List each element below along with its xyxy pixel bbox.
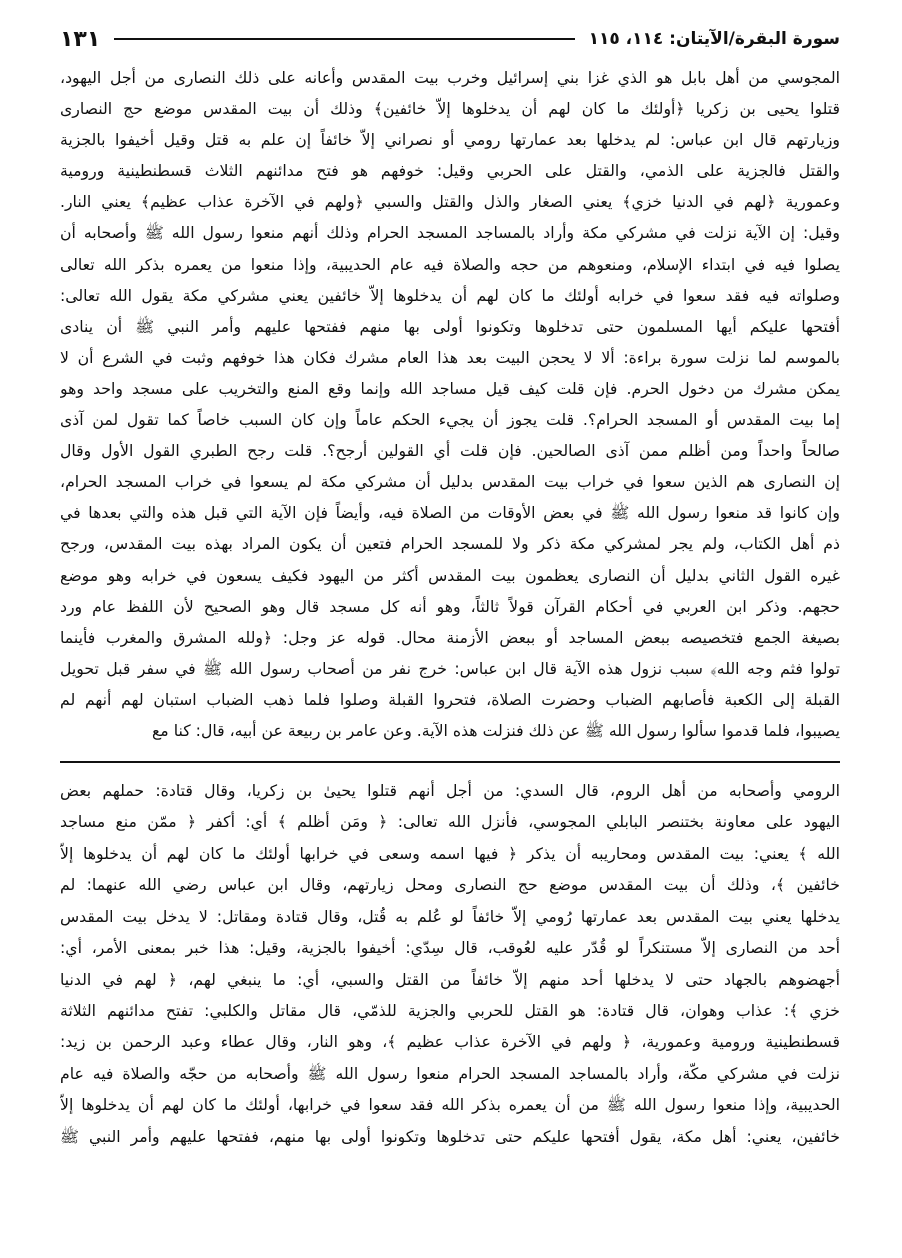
text-line: والقتل فالجزية على الذمي، والقتل على الحربي وقيل: خوفهم هو فتح مدائنهم الثلاث قسطنطينية ورومية [60, 161, 840, 181]
note-line: الرومي وأصحابه من أهل الروم، قال السدي: من أجل أنهم قتلوا يحيىٰ بن زكريا، وقال قتادة: حملهم بعض [60, 781, 840, 801]
note-line: خائفين ﴾، وذلك أن بيت المقدس موضع حج النصارى ومحل زيارتهم، وقال ابن عباس رضي الله عنهما: لم [60, 875, 840, 895]
note-line: أجهضوهم بالجهاد حتى لا يدخلها أحد منهم إلاّ خائفاً من القتل والسبي، أي: ما ينبغي لهم، ﴿ لهم في الدنيا [60, 969, 840, 989]
text-line: يصلوا فيه في ابتداء الإسلام، ومنعوهم من حجه والصلاة فيه عام الحديبية، وإذا منعوا من يعمره بذكر الله تعالى [60, 254, 840, 274]
note-line: خائفين، يعني: أهل مكة، يقول أفتحها عليكم حتى تدخلوها وتكونوا أولى بها منهم، ففتحها عليهم وأمر النبي ﷺ [60, 1126, 840, 1146]
text-line: أفتحها عليكم أيها المسلمون حتى تدخلوها وتكونوا أولى بها منهم ففتحها عليهم وأمر النبي ﷺ أن ينادى [60, 316, 840, 336]
text-line: يصيبوا، فلما قدموا سألوا رسول الله ﷺ عن ذلك فنزلت هذه الآية. وعن عامر بن ربيعة عن أبيه، قال: كنا مع [151, 720, 840, 740]
text-line: يمكن مشرك من دخول الحرم. فإن قلت كيف قيل مساجد الله وإنما وقع المنع والتخريب على مسجد واحد وهو [60, 378, 840, 398]
commentary-notes [60, 775, 840, 1152]
page-header [60, 22, 840, 56]
text-line: تولوا فثم وجه الله﴾ سبب نزول هذه الآية قال ابن عباس: خرج نفر من أصحاب رسول الله ﷺ في سفر قبل تحويل [60, 658, 840, 678]
text-line: صالحاً واحداً ومن أظلم ممن آذى الصالحين. فإن قلت أي القولين أرجح؟. قلت رجح الطبري القول الأول وقال [60, 441, 840, 461]
running-title: سورة البقرة/الآيتان: ١١٤، ١١٥ [588, 29, 840, 49]
text-line: وإن كانوا قد منعوا رسول الله ﷺ في بعض الأوقات من الصلاة فيه، وأيضاً فإن الآية التي قبل هذه والتي بعدها في [60, 503, 840, 523]
text-line: قتلوا يحيى بن زكريا ﴿أولئك ما كان لهم أن يدخلوها إلاّ خائفين﴾ وذلك أن بيت المقدس موضع حج النصارى [60, 99, 840, 119]
footnote-divider [60, 761, 840, 763]
text-line: إما بيت المقدس أو المسجد الحرام؟. قلت يجوز أن يجيء الحكم عاماً وإن كان السبب خاصاً كما تقول لمن آذى [60, 410, 840, 430]
note-line: خزي ﴾: عذاب وهوان، قال قتادة: هو القتل للحربي والجزية للذمّي، قال مقاتل والكلبي: تفتح مدائنهم الثلاثة [60, 1000, 840, 1020]
text-line: وقيل: إن الآية نزلت في مشركي مكة وأراد بالمساجد المسجد الحرام وذلك أنهم منعوا رسول الله ﷺ وأصحابه أن [60, 223, 840, 243]
text-line: وصلواته فيه فقد سعوا في خرابه أولئك ما كان لهم أن يدخلوها إلاّ خائفين يعني مشركي مكة يقول الله تعالى: [60, 285, 840, 305]
text-line: ذم أهل الكتاب، ولم يجر لمشركي مكة ذكر ولا للمسجد الحرام فتعين أن يكون المراد بهذه بيت المقدس، ورجح [60, 534, 840, 554]
note-line: الحديبية، وإذا منعوا رسول الله ﷺ من أن يعمره بذكر الله فقد سعوا في خرابها، أولئك ما كان لهم أن يدخلوها إلاّ [60, 1095, 840, 1115]
text-line: وعمورية ﴿لهم في الدنيا خزي﴾ يعني الصغار والذل والقتل والسبي ﴿ولهم في الآخرة عذاب عظيم﴾ يعني النار. [60, 192, 840, 212]
page-number: ١٣١ [60, 26, 101, 52]
note-line: أحد من النصارى إلاّ مستنكراً لو قُدّر عليه لعُوقب، قال سِدّي: أخيفوا بالجزية، وقيل: هذا خبر بمعنى الأمر، أي: [60, 938, 840, 958]
text-line: بالموسم لما نزلت سورة براءة: ألا لا يحجن البيت بعد هذا العام مشرك فكان هذا خوفهم وثبت في الشرع أن لا [60, 347, 840, 367]
text-line: بصيغة الجمع فتخصيصه ببعض المساجد أو ببعض الأزمنة محال. قوله عز وجل: ﴿ولله المشرق والمغرب فأينما [60, 627, 840, 647]
note-line: قسطنطينية ورومية وعمورية، ﴿ ولهم في الآخرة عذاب عظيم ﴾، وهو النار، وقال عطاء وعبد الرحمن بن زيد: [60, 1032, 840, 1052]
header-rule [114, 38, 574, 40]
text-line: المجوسي من أهل بابل هو الذي غزا بني إسرائيل وخرب بيت المقدس وأعانه على ذلك النصارى من أجل اليهود، [60, 68, 840, 87]
text-line: غيره القول الثاني بدليل أن النصارى يعظمون بيت المقدس أكثر من اليهود فكيف يسعون في خرابه وهو موضع [60, 565, 840, 585]
main-text [60, 62, 840, 746]
text-line: إن النصارى هم الذين سعوا في خراب بيت المقدس بدليل أن مشركي مكة لم يسعوا في خراب المسجد الحرام، [60, 472, 840, 492]
text-line: حجهم. وذكر ابن العربي في أحكام القرآن قولاً ثالثاً، وهو أنه كل مسجد قال وهو الصحيح لأن اللفظ عام ورد [60, 596, 840, 616]
note-line: نزلت في مشركي مكّة، وأراد بالمساجد المسجد الحرام منعوا رسول الله ﷺ وأصحابه من حجّه والصلاة فيه عام [60, 1063, 840, 1083]
note-line: الله ﴾ يعني: بيت المقدس ومحاريبه أن يذكر ﴿ فيها اسمه وسعى في خرابها أولئك ما كان لهم أن يدخلوها إلاّ [60, 843, 840, 863]
text-line: القبلة إلى الكعبة فأصابهم الضباب وحضرت الصلاة، فتحروا القبلة وصلوا فلما ذهب الضباب استبان لهم أنهم لم [60, 689, 840, 709]
note-line: يدخلها يعني بيت المقدس بعد عمارتها رُومي إلاّ خائفاً لو عُلم به قُتل، وقال قتادة ومقاتل: لا يدخل بيت المقدس [60, 906, 840, 926]
text-line: وزيارتهم قال ابن عباس: لم يدخلها بعد عمارتها رومي أو نصراني إلاّ خائفاً إن علم به قتل وقيل أخيفوا بالجزية [60, 130, 840, 150]
note-line: اليهود على معاونة بختنصر البابلي المجوسي، فأنزل الله تعالى: ﴿ ومَن أظلم ﴾ أي: أكفر ﴿ ممّن منع مساجد [60, 812, 840, 832]
